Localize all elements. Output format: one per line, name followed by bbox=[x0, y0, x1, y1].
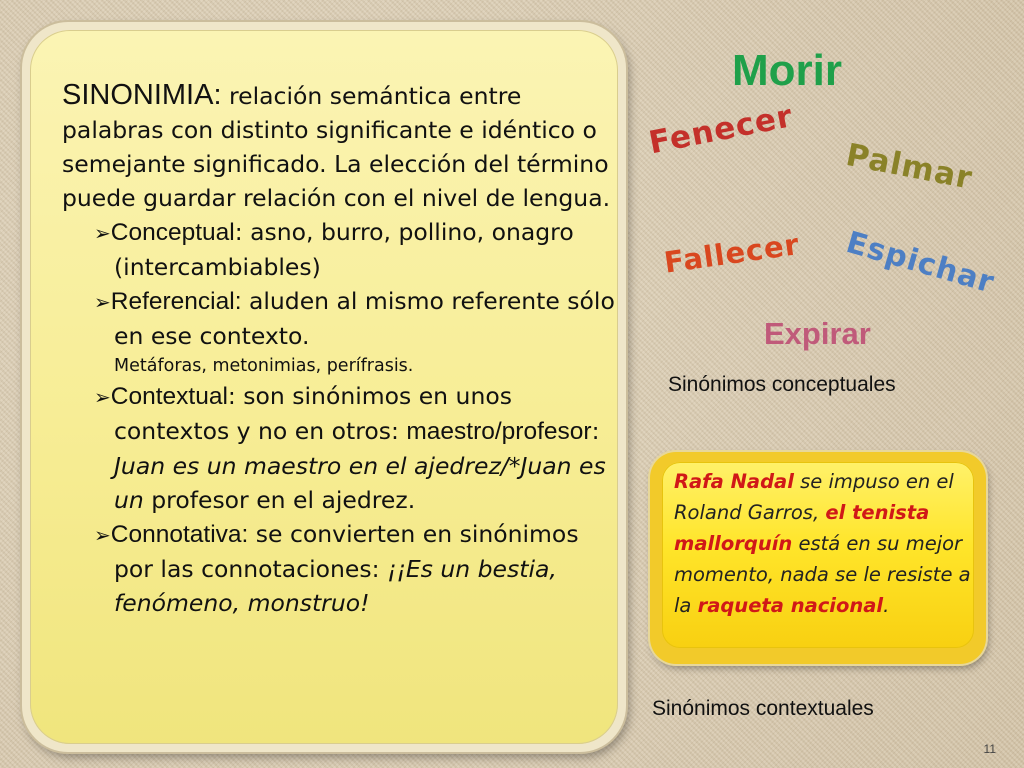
synonym-expirar: Expirar bbox=[764, 316, 871, 351]
arrow-bullet-icon: ➢ bbox=[94, 221, 111, 245]
slide-number: 11 bbox=[983, 742, 996, 756]
example-red-raqueta: raqueta nacional bbox=[697, 594, 884, 617]
synonym-palmar: Palmar bbox=[843, 137, 976, 197]
example-colon-contextual: : bbox=[591, 417, 600, 445]
definition-text bbox=[62, 78, 622, 620]
caption-conceptual: Sinónimos conceptuales bbox=[668, 373, 896, 396]
bullet-conceptual bbox=[62, 215, 622, 284]
text-contextual: : son sinónimos en unos contextos y no en otros: bbox=[114, 382, 512, 445]
text-referencial: aluden al mismo referente sólo en ese contexto. bbox=[114, 287, 615, 350]
example-term-contextual: maestro/profesor bbox=[406, 418, 592, 445]
example-tail-contextual: profesor en el ajedrez. bbox=[143, 486, 416, 514]
synonym-espichar: Espichar bbox=[842, 225, 999, 301]
term-contextual: Contextual bbox=[110, 383, 228, 410]
synonym-fallecer: Fallecer bbox=[662, 227, 802, 280]
term-referencial: Referencial: bbox=[110, 288, 242, 315]
example-text-part6: . bbox=[883, 594, 890, 617]
caption-contextual: Sinónimos contextuales bbox=[652, 697, 874, 720]
example-italic-connotativa: ¡¡Es un bestia, fenómeno, monstruo! bbox=[114, 555, 557, 617]
title-morir: Morir bbox=[732, 46, 842, 95]
term-conceptual: Conceptual bbox=[110, 219, 235, 246]
example-red-rafa-nadal: Rafa Nadal bbox=[674, 470, 794, 493]
bullet-connotativa bbox=[62, 517, 622, 620]
bullet-contextual bbox=[62, 379, 622, 517]
example-text-part4: está en su mejor momento, nada se le resiste a la bbox=[674, 532, 971, 617]
arrow-bullet-icon: ➢ bbox=[94, 523, 111, 547]
sinonimia-heading: SINONIMIA: bbox=[62, 79, 222, 111]
example-red-tenista: el tenista mallorquín bbox=[674, 501, 930, 555]
sinonimia-definition bbox=[62, 78, 622, 215]
arrow-bullet-icon: ➢ bbox=[94, 290, 111, 314]
example-italic-contextual: Juan es un maestro en el ajedrez/*Juan es un bbox=[114, 452, 606, 514]
text-conceptual: : asno, burro, pollino, onagro (intercambiables) bbox=[114, 218, 574, 281]
bullet-referencial bbox=[62, 284, 622, 379]
arrow-bullet-icon: ➢ bbox=[94, 385, 111, 409]
example-box bbox=[650, 452, 986, 664]
note-referencial: Metáforas, metonimias, perífrasis. bbox=[114, 356, 414, 376]
sinonimia-definition-body: relación semántica entre palabras con distinto significante e idéntico o semejante significado. La elección del término puede guardar relación con el nivel de lengua. bbox=[62, 82, 611, 212]
synonym-fenecer: Fenecer bbox=[646, 98, 796, 162]
example-text bbox=[674, 466, 974, 621]
example-text-part2: se impuso en el Roland Garros, bbox=[674, 470, 954, 524]
text-connotativa: se convierten en sinónimos por las connotaciones: bbox=[114, 520, 579, 583]
definition-card bbox=[22, 22, 626, 752]
term-connotativa: Connotativa: bbox=[110, 521, 249, 548]
